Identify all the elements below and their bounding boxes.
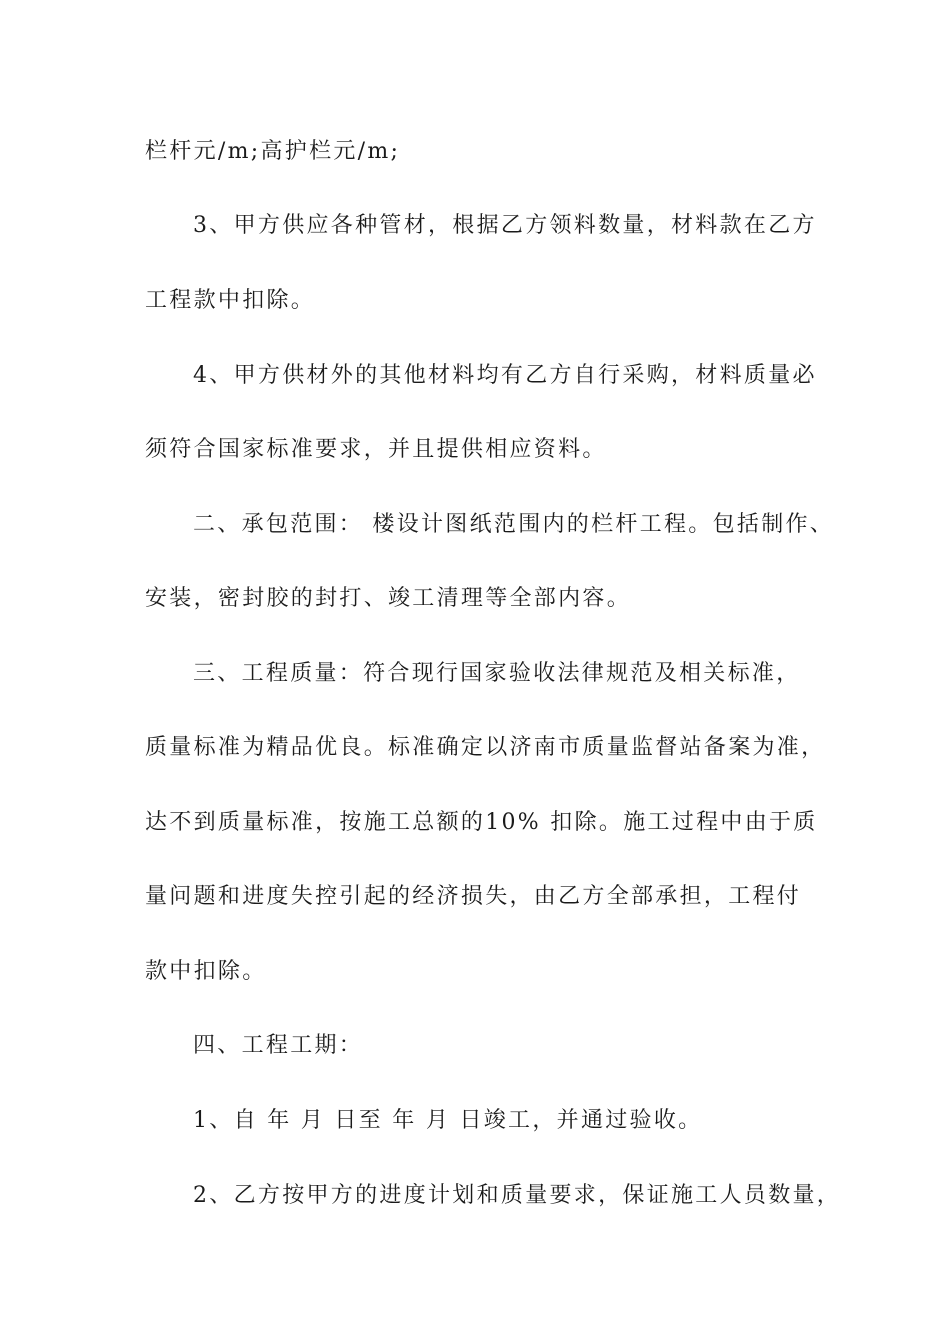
text-line: 款中扣除。 (145, 959, 267, 984)
text-line: 安装，密封胶的封打、竣工清理等全部内容。 (145, 586, 632, 611)
text-line: 4、甲方供材外的其他材料均有乙方自行采购，材料质量必 (193, 363, 817, 388)
text-line: 量问题和进度失控引起的经济损失，由乙方全部承担，工程付 (145, 884, 802, 909)
text-line: 工程款中扣除。 (145, 288, 316, 313)
text-line: 四、工程工期： (193, 1033, 364, 1058)
text-line: 1、自 年 月 日至 年 月 日竣工，并通过验收。 (193, 1108, 703, 1133)
text-line: 达不到质量标准，按施工总额的10% 扣除。施工过程中由于质 (145, 810, 818, 835)
text-line: 栏杆元/m;高护栏元/m; (145, 139, 401, 164)
text-line: 须符合国家标准要求，并且提供相应资料。 (145, 437, 607, 462)
text-line: 二、承包范围： 楼设计图纸范围内的栏杆工程。包括制作、 (193, 512, 835, 537)
text-line: 质量标准为精品优良。标准确定以济南市质量监督站备案为准， (145, 735, 826, 760)
text-line: 3、甲方供应各种管材，根据乙方领料数量，材料款在乙方 (193, 213, 817, 238)
text-line: 三、工程质量：符合现行国家验收法律规范及相关标准， (193, 661, 801, 686)
text-line: 2、乙方按甲方的进度计划和质量要求，保证施工人员数量， (193, 1183, 842, 1208)
